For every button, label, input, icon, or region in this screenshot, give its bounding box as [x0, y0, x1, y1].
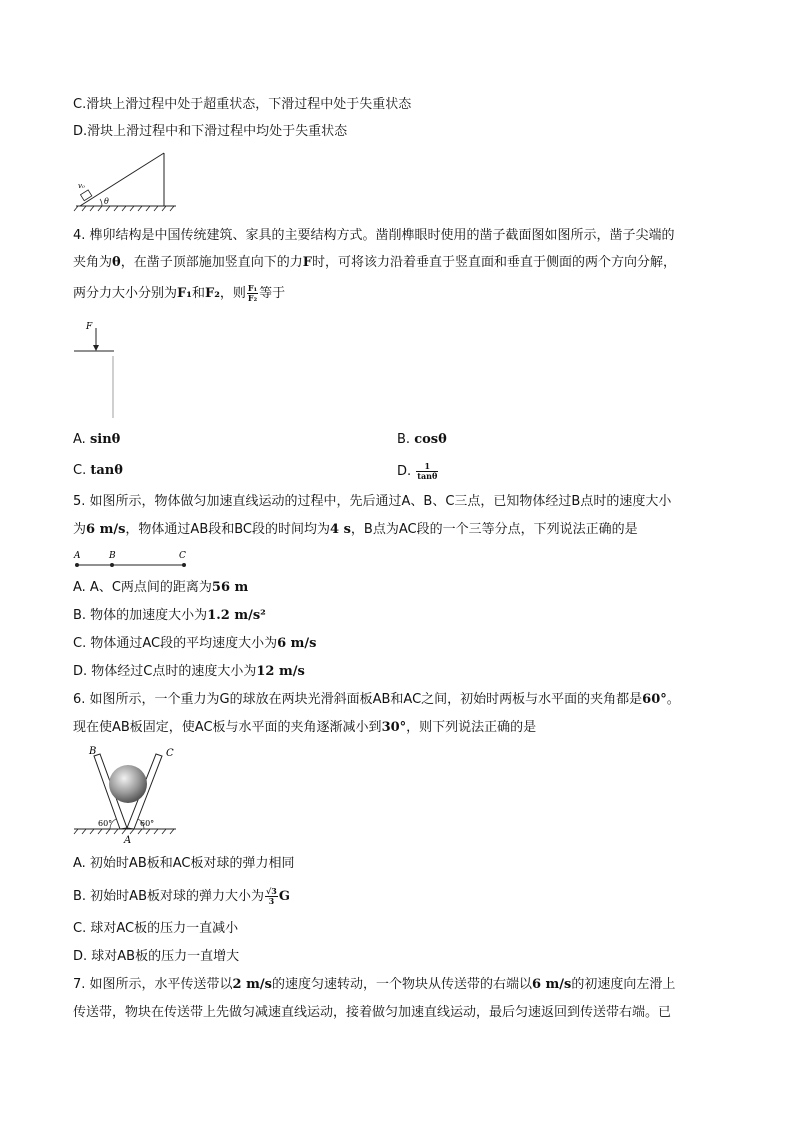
q4-text: 夹角为 [73, 255, 113, 270]
q7-stem-line2: 传送带，物块在传送带上先做匀减速直线运动，接着做匀加速直线运动，最后匀速返回到传送带右端。已 [73, 1005, 672, 1020]
q5-option-b [73, 607, 266, 625]
q4-f2-symbol: F₂ [204, 286, 220, 301]
q6-angle-value: 30° [381, 720, 407, 735]
q4-option-b [397, 431, 447, 449]
q4-text: 时，可将该力沿着垂直于竖直面和垂直于侧面的两个方向分解， [311, 255, 676, 270]
q6-text: 6. 如图所示，一个重力为G的球放在两块光滑斜面板AB和AC之间，初始时两板与水平面的夹角都是 [73, 692, 643, 707]
q5-line-figure [72, 548, 192, 572]
q4-option-b-label: B. [397, 432, 415, 447]
q6-option-b-fraction [265, 887, 278, 906]
q6-option-b-text: B. 初始时AB板对球的弹力大小为 [73, 889, 264, 904]
q4-ratio-num: F₁ [247, 283, 258, 293]
q5-stem-line2 [73, 521, 638, 539]
q4-option-b-value: cosθ [414, 432, 447, 447]
q5-point-b-label: B [109, 551, 116, 561]
q4-force-label: F [86, 322, 93, 332]
q7-text: 的速度匀速转动，一个物块从传送带的右端以 [271, 977, 532, 992]
q6-option-b [73, 887, 290, 906]
q6-option-b-den: 3 [268, 896, 275, 906]
q5-time-value: 4 s [330, 522, 351, 537]
q6-stem-line2 [73, 719, 536, 737]
q6-point-c-label: C [166, 748, 174, 759]
q4-option-c-label: C. [73, 463, 91, 478]
q5-text: ，物体通过AB段和BC段的时间均为 [125, 522, 331, 537]
q5-option-c [73, 635, 317, 653]
q6-angle-value: 60° [642, 692, 667, 707]
q5-option-d-value: 12 m/s [256, 664, 305, 679]
q5-stem-line1: 5. 如图所示，物体做匀加速直线运动的过程中，先后通过A、B、C三点，已知物体经过B点时的速度大小 [73, 494, 672, 509]
q4-force-symbol: F [302, 255, 312, 270]
q4-option-a-value: sinθ [89, 432, 121, 447]
q6-option-b-num: √3 [266, 886, 277, 896]
q4-text: 等于 [259, 286, 286, 301]
q4-text: ，则 [219, 286, 246, 301]
q4-text: 两分力大小分别为 [73, 286, 178, 301]
q3-incline-figure [72, 150, 182, 212]
q6-option-b-g: G [278, 889, 290, 904]
q5-option-c-value: 6 m/s [277, 636, 317, 651]
q4-text: 和 [191, 286, 205, 301]
q6-option-c: C. 球对AC板的压力一直减小 [73, 921, 239, 936]
q7-belt-speed: 2 m/s [232, 977, 272, 992]
q4-option-c [73, 462, 123, 480]
q7-initial-speed: 6 m/s [531, 977, 572, 992]
q4-ratio-fraction [247, 284, 258, 303]
q6-point-a-label: A [124, 835, 132, 846]
q5-option-d [73, 663, 305, 681]
q4-f1-symbol: F₁ [177, 286, 192, 301]
q6-text: 。 [666, 692, 680, 707]
q5-point-c-label: C [179, 551, 186, 561]
q4-option-d-label: D. [397, 464, 416, 479]
q6-option-a: A. 初始时AB板和AC板对球的弹力相同 [73, 856, 295, 871]
q6-ball-plates-figure [72, 742, 182, 846]
q6-angle-left-label: 60° [98, 819, 113, 828]
q4-option-c-value: tanθ [90, 463, 123, 478]
q5-text: ，B点为AC段的一个三等分点，下列说法正确的是 [350, 522, 638, 537]
q5-point-a-label: A [74, 551, 81, 561]
q5-option-a [73, 579, 248, 597]
q5-option-b-text: B. 物体的加速度大小为 [73, 608, 208, 623]
q6-text: ，则下列说法正确的是 [406, 720, 537, 735]
q6-stem-line1 [73, 691, 680, 709]
q5-text: 为 [73, 522, 87, 537]
q4-stem-line2 [73, 254, 676, 272]
q3-option-d: D.滑块上滑过程中和下滑过程中均处于失重状态 [73, 124, 348, 139]
q3-v0-label: v₀ [78, 182, 85, 190]
q6-point-b-label: B [89, 746, 97, 757]
q4-stem-line3 [73, 284, 285, 303]
q6-angle-right-label: 60° [140, 819, 155, 828]
q5-option-a-text: A. A、C两点间的距离为 [73, 580, 212, 595]
q4-option-d-den: tanθ [417, 471, 438, 481]
q7-text: 的初速度向左滑上 [571, 977, 676, 992]
q7-stem-line1 [73, 976, 675, 994]
q4-text: ，在凿子顶部施加竖直向下的力 [120, 255, 303, 270]
q4-option-a [73, 431, 120, 449]
q4-option-a-label: A. [73, 432, 90, 447]
q4-option-d [397, 462, 439, 481]
q4-ratio-den: F₂ [247, 293, 258, 303]
q6-text: 现在使AB板固定，使AC板与水平面的夹角逐渐减小到 [73, 720, 382, 735]
q4-stem-line1: 4. 榫卯结构是中国传统建筑、家具的主要结构方式。凿削榫眼时使用的凿子截面图如图所示，凿子尖端的 [73, 228, 675, 243]
q4-option-d-fraction [416, 462, 438, 481]
q7-text: 7. 如图所示，水平传送带以 [73, 977, 233, 992]
q5-speed-value: 6 m/s [86, 522, 126, 537]
q5-option-c-text: C. 物体通过AC段的平均速度大小为 [73, 636, 278, 651]
q6-option-d: D. 球对AB板的压力一直增大 [73, 949, 240, 964]
q5-option-a-value: 56 m [211, 580, 249, 595]
q4-option-d-num: 1 [416, 462, 438, 472]
q3-theta-label: θ [104, 197, 109, 206]
q4-theta: θ [112, 255, 121, 270]
q4-chisel-figure [72, 318, 122, 422]
q5-option-d-text: D. 物体经过C点时的速度大小为 [73, 664, 257, 679]
q3-option-c: C.滑块上滑过程中处于超重状态，下滑过程中处于失重状态 [73, 97, 412, 112]
q5-option-b-value: 1.2 m/s² [207, 608, 266, 623]
